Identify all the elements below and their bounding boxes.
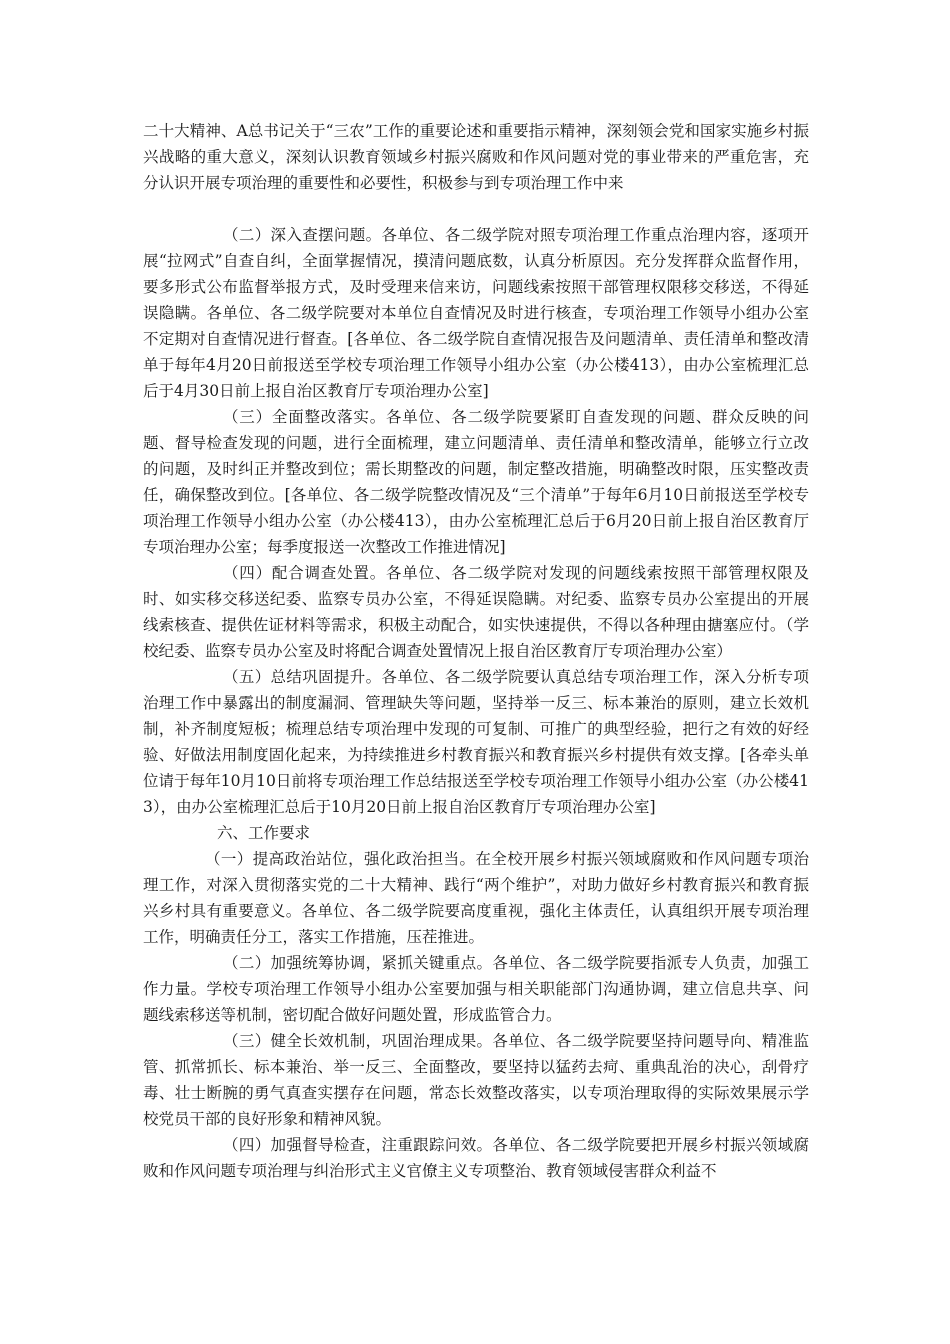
section-heading-requirements: 六、工作要求	[217, 824, 311, 842]
intro-paragraph: 二十大精神、A总书记关于“三农”工作的重要论述和重要指示精神，深刻领会党和国家实施乡村振兴战略的重大意义，深刻认识教育领域乡村振兴腐败和作风问题对党的事业带来的严重危害，充分认识开展专项治理的重要性和必要性，积极参与到专项治理工作中来	[143, 122, 809, 192]
paragraph-gap	[143, 196, 809, 222]
paragraph-summarize: （五）总结巩固提升。各单位、各二级学院要认真总结专项治理工作，深入分析专项治理工作中暴露出的制度漏洞、管理缺失等问题，坚持举一反三、标本兼治的原则，建立长效机制，补齐制度短板；梳理总结专项治理中发现的可复制、可推广的典型经验，把行之有效的好经验、好做法用制度固化起来，为持续推进乡村教育振兴和教育振兴乡村提供有效支撑。[各牵头单位请于每年10月10日前将专项治理工作总结报送至学校专项治理工作领导小组办公室（办公楼413），由办公室梳理汇总后于10月20日前上报自治区教育厅专项治理办公室]	[143, 668, 809, 816]
paragraph-supervise: （四）加强督导检查，注重跟踪问效。各单位、各二级学院要把开展乡村振兴领域腐败和作风问题专项治理与纠治形式主义官僚主义专项整治、教育领域侵害群众利益不	[143, 1136, 809, 1180]
paragraph-investigate: （二）深入查摆问题。各单位、各二级学院对照专项治理工作重点治理内容，逐项开展“拉网式”自查自纠，全面掌握情况，摸清问题底数，认真分析原因。充分发挥群众监督作用，要多形式公布监督举报方式，及时受理来信来访，问题线索按照干部管理权限移交移送，不得延误隐瞒。各单位、各二级学院要对本单位自查情况及时进行核查，专项治理工作领导小组办公室不定期对自查情况进行督查。[各单位、各二级学院自查情况报告及问题清单、责任清单和整改清单于每年4月20日前报送至学校专项治理工作领导小组办公室（办公楼413），由办公室梳理汇总后于4月30日前上报自治区教育厅专项治理办公室]	[143, 226, 809, 400]
paragraph-coordinate: （二）加强统筹协调，紧抓关键重点。各单位、各二级学院要指派专人负责，加强工作力量。学校专项治理工作领导小组办公室要加强与相关职能部门沟通协调，建立信息共享、问题线索移送等机制，密切配合做好问题处置，形成监管合力。	[143, 954, 809, 1024]
paragraph-political: （一）提高政治站位，强化政治担当。在全校开展乡村振兴领域腐败和作风问题专项治理工作，对深入贯彻落实党的二十大精神、践行“两个维护”，对助力做好乡村教育振兴和教育振兴乡村具有重要意义。各单位、各二级学院要高度重视，强化主体责任，认真组织开展专项治理工作，明确责任分工，落实工作措施，压茬推进。	[143, 850, 809, 946]
paragraph-mechanism: （三）健全长效机制，巩固治理成果。各单位、各二级学院要坚持问题导向、精准监管、抓常抓长、标本兼治、举一反三、全面整改，要坚持以猛药去疴、重典乱治的决心，刮骨疗毒、壮士断腕的勇气真查实摆存在问题，常态长效整改落实，以专项治理取得的实际效果展示学校党员干部的良好形象和精神风貌。	[143, 1032, 809, 1128]
paragraph-rectify: （三）全面整改落实。各单位、各二级学院要紧盯自查发现的问题、群众反映的问题、督导检查发现的问题，进行全面梳理，建立问题清单、责任清单和整改清单，能够立行立改的问题，及时纠正并整改到位；需长期整改的问题，制定整改措施，明确整改时限，压实整改责任，确保整改到位。[各单位、各二级学院整改情况及“三个清单”于每年6月10日前报送至学校专项治理工作领导小组办公室（办公楼413），由办公室梳理汇总后于6月20日前上报自治区教育厅专项治理办公室；每季度报送一次整改工作推进情况]	[143, 408, 809, 556]
document-page	[143, 118, 809, 1184]
paragraph-cooperate: （四）配合调查处置。各单位、各二级学院对发现的问题线索按照干部管理权限及时、如实移交移送纪委、监察专员办公室，不得延误隐瞒。对纪委、监察专员办公室提出的开展线索核查、提供佐证材料等需求，积极主动配合，如实快速提供，不得以各种理由搪塞应付。（学校纪委、监察专员办公室及时将配合调查处置情况上报自治区教育厅专项治理办公室）	[143, 564, 809, 660]
